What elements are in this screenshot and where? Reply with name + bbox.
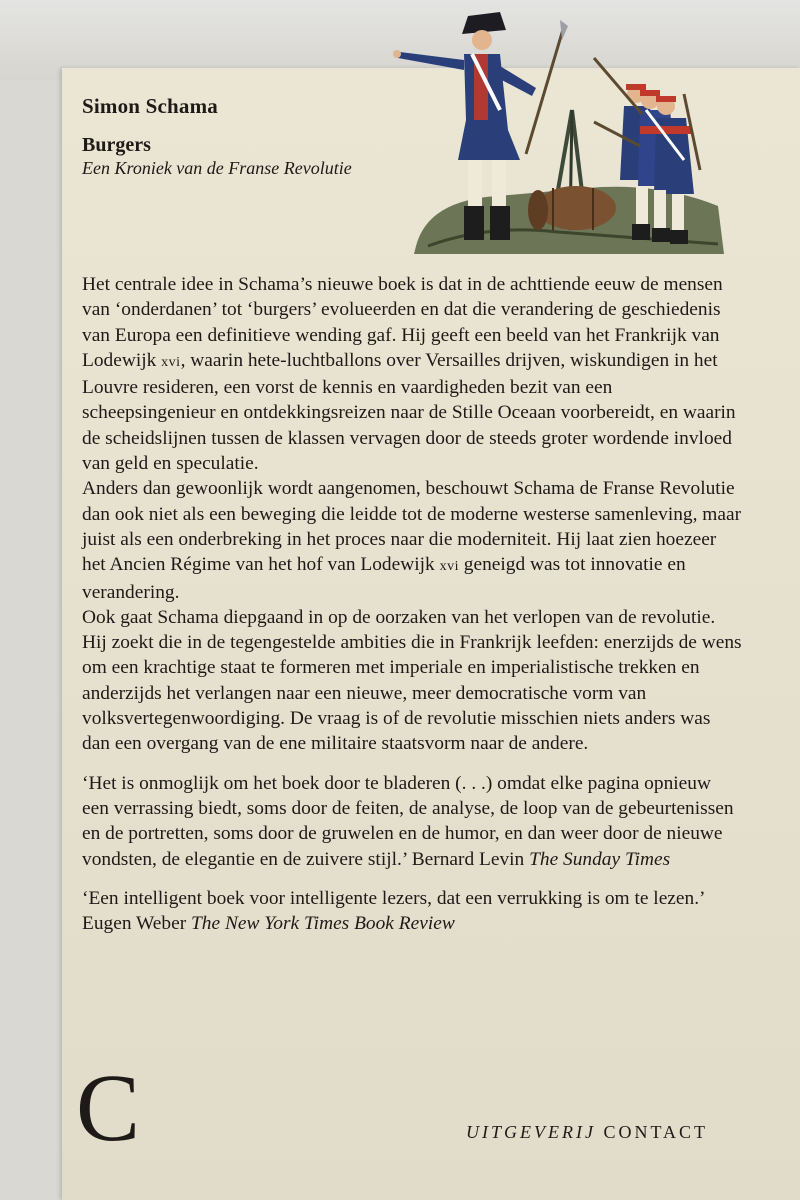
author-name: Simon Schama	[82, 94, 219, 118]
roman-numeral: xvi	[439, 559, 459, 575]
paragraph-1-part-1: Het centrale idee in Schama’s nieuwe boek is dat in de achttiende eeuw de mensen van ‘onderdanen’ tot ‘burgers’ evolueerden en dat die verandering de geschiedenis van Europa een definitieve wending gaf. Hij geeft een beeld van het Frankrijk van Lodewijk	[82, 274, 723, 371]
quote-author: Bernard Levin	[411, 848, 525, 870]
quote-source: The Sunday Times	[529, 848, 671, 870]
review-quote-2	[82, 886, 742, 937]
paragraph-1-part-2: , waarin hete-luchtballons over Versailles drijven, wiskundigen in het Louvre resideren, een vorst de kennis en vaardigheden bezit van een scheepsingenieur en ontdekkingsreizen naar de Stille Oceaan voorbereidt, en waarin de scheidslijnen tussen de klassen vervagen door de steeds groter wordende invloed van geld en speculatie.	[82, 349, 736, 475]
publisher-logo: C	[76, 1054, 141, 1161]
publisher-prefix: UITGEVERIJ	[466, 1122, 596, 1142]
publisher-name	[466, 1122, 708, 1143]
quote-author: Eugen Weber	[82, 913, 187, 935]
quote-text: ‘Het is onmoglijk om het boek door te bladeren (. . .) omdat elke pagina opnieuw een verrassing biedt, soms door de feiten, de analyse, de loop van de gebeurtenissen en de portretten, soms door de gruwelen en de humor, en dan weer door de nieuwe vondsten, de elegantie en de zuivere stijl.’	[82, 772, 734, 870]
book-title: Burgers	[82, 134, 151, 156]
quote-text: ‘Een intelligent boek voor intelligente lezers, dat een verrukking is om te lezen.’	[82, 887, 705, 909]
revolutionary-soldiers-illustration	[388, 10, 728, 260]
blurb-text	[82, 272, 742, 936]
quote-source: The New York Times Book Review	[191, 913, 455, 935]
paragraph-3: Ook gaat Schama diepgaand in op de oorzaken van het verlopen van de revolutie. Hij zoekt die in de tegengestelde ambities die in Frankrijk leefden: enerzijds de wens om een krachtige staat te formeren met imperiale en imperialistische trekken en anderzijds het verlangen naar een nieuwe, meer democratische vorm van volksvertegenwoordiging. De vraag is of de revolutie misschien niets anders was dan een overgang van de ene militaire staatsvorm naar de andere.	[82, 606, 742, 755]
paragraph-1	[82, 272, 742, 476]
roman-numeral: xvi	[161, 354, 181, 370]
book-subtitle: Een Kroniek van de Franse Revolutie	[82, 158, 352, 178]
paragraph-2-part-2: geneigd was tot innovatie en verandering.	[82, 554, 686, 603]
paragraph-2-part-1: Anders dan gewoonlijk wordt aangenomen, beschouwt Schama de Franse Revolutie dan ook niet als een beweging die leidde tot de moderne westerse samenleving, maar juist als een onderbreking in het proces naar die moderniteit. Hij laat zien hoezeer het Ancien Régime van het hof van Lodewijk	[82, 478, 742, 576]
publisher-label: CONTACT	[603, 1122, 709, 1142]
paragraph-2	[82, 476, 742, 604]
review-quote-1	[82, 771, 742, 872]
